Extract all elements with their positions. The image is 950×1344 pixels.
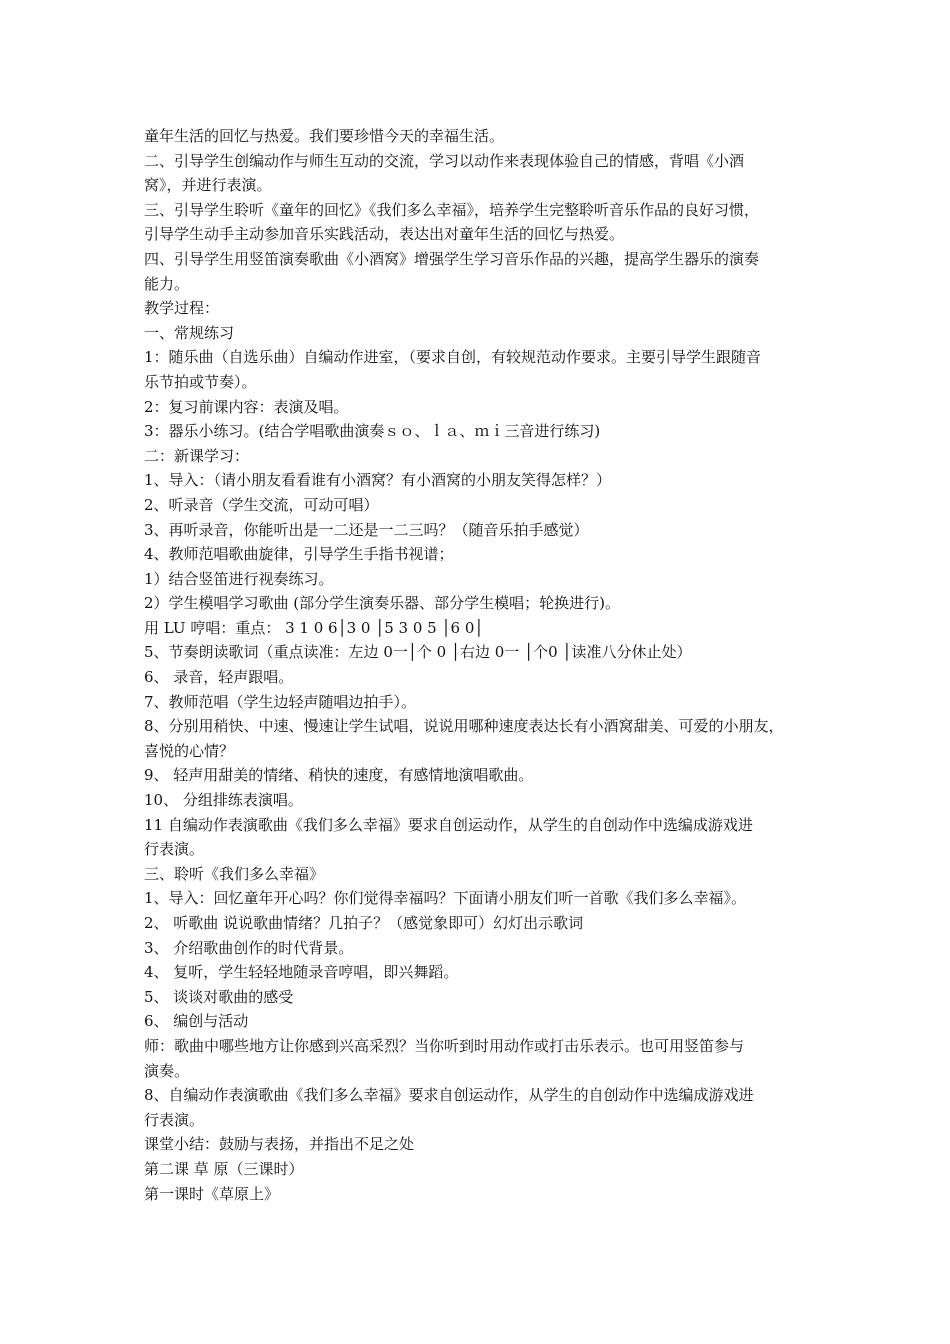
text-line: 4、 复听，学生轻轻地随录音哼唱，即兴舞蹈。 — [144, 963, 459, 982]
document-body — [144, 124, 824, 1206]
text-line: 三、引导学生聆听《童年的回忆》《我们多么幸福》，培养学生完整聆听音乐作品的良好习惯， — [144, 200, 760, 219]
text-line: 1、导入：回忆童年开心吗？你们觉得幸福吗？下面请小朋友们听一首歌《我们多么幸福》。 — [144, 889, 747, 908]
text-line: 四、引导学生用竖笛演奏歌曲《小酒窝》增强学生学习音乐作品的兴趣，提高学生器乐的演奏 — [144, 249, 760, 268]
section-heading: 第二课 草 原（三课时） — [144, 1159, 304, 1178]
text-line: 7、教师范唱（学生边轻声随唱边拍手）。 — [144, 692, 417, 711]
text-line: 4、教师范唱歌曲旋律，引导学生手指书视谱； — [144, 545, 454, 564]
text-line: 二、引导学生创编动作与师生互动的交流，学习以动作来表现体验自己的情感，背唱《小酒 — [144, 151, 745, 170]
text-line: 3、再听录音，你能听出是一二还是一二三吗？（随音乐拍手感觉） — [144, 520, 589, 539]
section-heading: 三、聆听《我们多么幸福》 — [144, 864, 325, 883]
text-line: 2：复习前课内容：表演及唱。 — [144, 397, 349, 416]
text-line: 8、自编动作表演歌曲《我们多么幸福》要求自创运动作，从学生的自创动作中选编成游戏进 — [144, 1086, 754, 1105]
text-line: 2、 听歌曲 说说歌曲情绪？几拍子？（感觉象即可）幻灯出示歌词 — [144, 914, 584, 932]
text-line: 窝》，并进行表演。 — [144, 176, 272, 195]
text-line: 行表演。 — [144, 840, 205, 859]
text-line: 3：器乐小练习。(结合学唱歌曲演奏ｓｏ、ｌａ、ｍｉ三音进行练习) — [144, 422, 601, 441]
text-line: 11 自编动作表演歌曲《我们多么幸福》要求自创运动作，从学生的自创动作中选编成游戏进 — [144, 815, 753, 834]
text-line: 5、 谈谈对歌曲的感受 — [144, 987, 294, 1006]
text-line: 能力。 — [144, 274, 190, 293]
section-heading: 第一课时《草原上》 — [144, 1184, 280, 1203]
text-line: 10、 分组排练表演唱。 — [144, 791, 303, 810]
text-line: 1）结合竖笛进行视奏练习。 — [144, 569, 334, 588]
text-line: 引导学生动手主动参加音乐实践活动，表达出对童年生活的回忆与热爱。 — [144, 225, 625, 244]
text-line: 1：随乐曲（自选乐曲）自编动作进室，（要求自创，有较规范动作要求。主要引导学生跟随音 — [144, 348, 762, 367]
text-line: 演奏。 — [144, 1061, 190, 1080]
text-line: 2）学生模唱学习歌曲 (部分学生演奏乐器、部分学生模唱；轮换进行)。 — [144, 594, 621, 613]
text-line: 师：歌曲中哪些地方让你感到兴高采烈？当你听到时用动作或打击乐表示。也可用竖笛参与 — [144, 1036, 745, 1055]
text-line: 8、分别用稍快、中速、慢速让学生试唱，说说用哪种速度表达长有小酒窝甜美、可爱的小朋友， — [144, 717, 784, 736]
text-line: 1、导入：（请小朋友看看谁有小酒窝？有小酒窝的小朋友笑得怎样？） — [144, 471, 612, 490]
text-line: 童年生活的回忆与热爱。我们要珍惜今天的幸福生活。 — [144, 127, 505, 145]
text-line: 3、 介绍歌曲创作的时代背景。 — [144, 938, 354, 957]
text-line: 喜悦的心情？ — [144, 741, 235, 760]
notation-line: 5、节奏朗读歌词（重点读准：左边 0一│个 0 │右边 0一 │个0 │读准八分休止处） — [144, 643, 692, 662]
text-line: 2、听录音（学生交流，可动可唱） — [144, 495, 379, 514]
notation-line: 用 LU 哼唱：重点： 3 1 0 6│3 0 │5 3 0 5 │6 0│ — [144, 618, 484, 637]
text-line: 6、 编创与活动 — [144, 1012, 249, 1031]
section-heading: 教学过程： — [144, 299, 220, 318]
text-line: 乐节拍或节奏）。 — [144, 372, 257, 391]
section-heading: 二：新课学习： — [144, 446, 250, 465]
text-line: 9、 轻声用甜美的情绪、稍快的速度，有感情地演唱歌曲。 — [144, 766, 534, 785]
section-heading: 一、常规练习 — [144, 323, 235, 342]
text-line: 课堂小结：鼓励与表扬，并指出不足之处 — [144, 1135, 415, 1154]
text-line: 6、 录音，轻声跟唱。 — [144, 668, 294, 687]
text-line: 行表演。 — [144, 1110, 205, 1129]
